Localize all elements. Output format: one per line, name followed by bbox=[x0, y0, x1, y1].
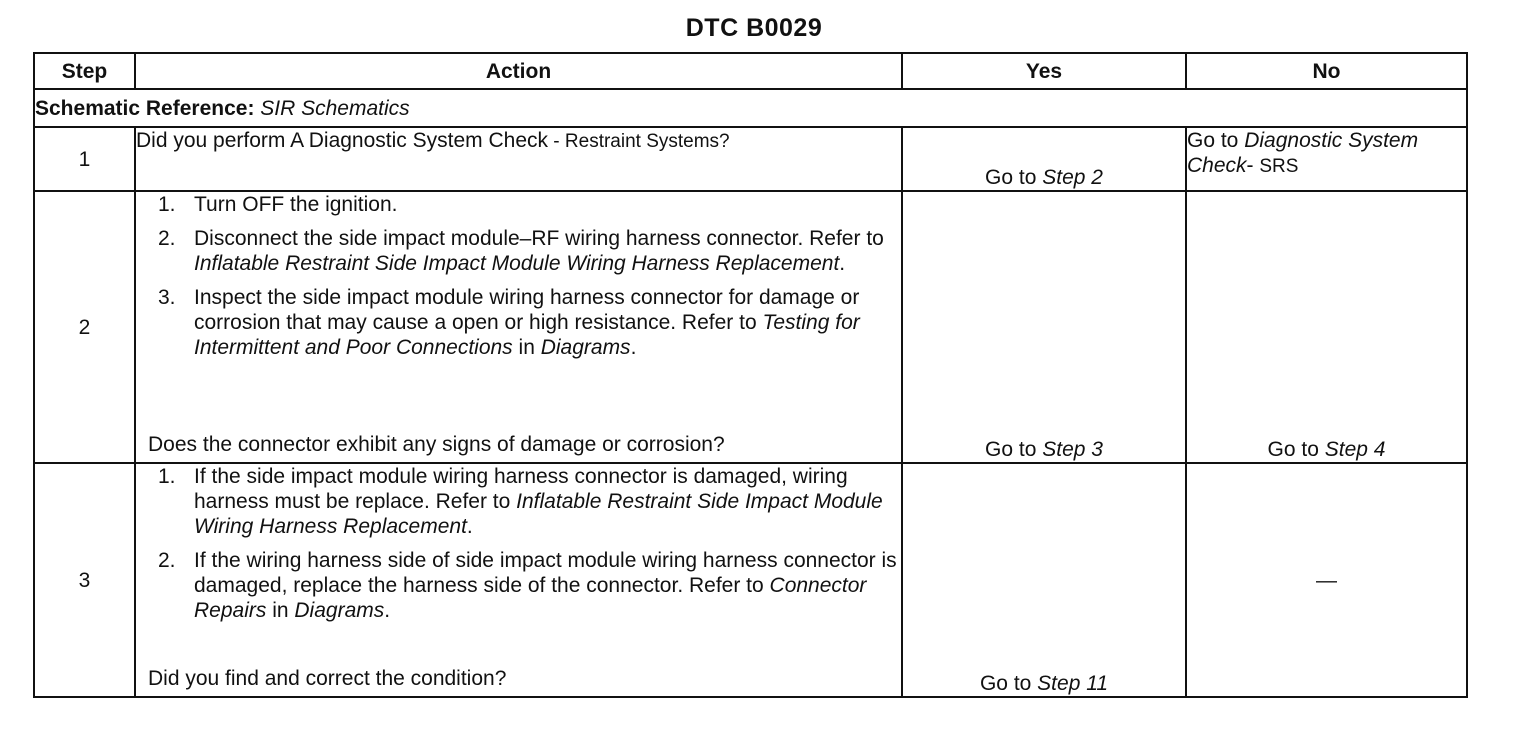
no-cell bbox=[1186, 191, 1467, 463]
schematic-reference bbox=[34, 89, 1467, 127]
list-text-end: . bbox=[630, 336, 637, 359]
reference-link: Inflatable Restraint Side Impact Module Wiring Harness Replacement bbox=[194, 252, 840, 275]
yes-prefix: Go to bbox=[985, 166, 1043, 189]
schematic-reference-label: Schematic Reference: bbox=[35, 96, 255, 120]
action-question: Does the connector exhibit any signs of damage or corrosion? bbox=[148, 433, 725, 456]
action-question: Did you perform A Diagnostic System Check bbox=[136, 129, 549, 152]
no-cell bbox=[1186, 127, 1467, 191]
list-item bbox=[136, 226, 901, 276]
yes-prefix: Go to bbox=[979, 672, 1038, 695]
no-prefix: Go to bbox=[1187, 129, 1245, 152]
header-action: Action bbox=[135, 53, 902, 89]
action-cell bbox=[135, 463, 902, 697]
header-yes: Yes bbox=[902, 53, 1186, 89]
list-text: If the wiring harness side of side impact module wiring harness connector is damaged, replace the harness side of the connector. Refer to bbox=[194, 549, 897, 597]
no-dash: - bbox=[1246, 154, 1260, 177]
list-number: 2. bbox=[158, 227, 176, 250]
list-number: 1. bbox=[158, 465, 176, 488]
yes-prefix: Go to bbox=[985, 438, 1043, 461]
list-number: 2. bbox=[158, 549, 176, 572]
list-text: Disconnect the side impact module–RF wiring harness connector. Refer to bbox=[194, 227, 884, 250]
list-text-end: . bbox=[466, 515, 473, 538]
question-tail: Restraint Systems? bbox=[564, 131, 730, 152]
diagnostic-table bbox=[33, 52, 1468, 698]
list-text-end: . bbox=[839, 252, 846, 275]
list-text-mid: in bbox=[266, 599, 295, 622]
yes-step-link: Step 3 bbox=[1042, 438, 1103, 461]
list-text-end: . bbox=[384, 599, 391, 622]
header-row bbox=[34, 53, 1467, 89]
list-text: Turn OFF the ignition. bbox=[194, 193, 398, 216]
list-text: Inspect the side impact module wiring harness connector for damage or corrosion that may cause a open or high resistance. Refer to bbox=[194, 286, 860, 334]
schematic-reference-row bbox=[34, 89, 1467, 127]
table-row bbox=[34, 191, 1467, 463]
list-item bbox=[136, 464, 901, 539]
reference-link: Testing for Intermittent and Poor Connections bbox=[194, 311, 860, 359]
question-dash: - bbox=[548, 131, 565, 152]
reference-link: Diagrams bbox=[540, 336, 631, 359]
header-no: No bbox=[1186, 53, 1467, 89]
action-cell bbox=[135, 127, 902, 191]
reference-link: Connector Repairs bbox=[194, 574, 867, 622]
list-text: If the side impact module wiring harness connector is damaged, wiring harness must be replace. Refer to bbox=[194, 465, 848, 513]
schematic-reference-link: SIR Schematics bbox=[260, 96, 410, 120]
list-number: 3. bbox=[158, 286, 176, 309]
action-question: Did you find and correct the condition? bbox=[148, 667, 507, 690]
yes-cell bbox=[902, 463, 1186, 697]
page-title: DTC B0029 bbox=[685, 14, 823, 42]
no-tail: SRS bbox=[1259, 156, 1299, 177]
table-row bbox=[34, 127, 1467, 191]
list-item bbox=[136, 548, 901, 623]
yes-cell bbox=[902, 191, 1186, 463]
reference-link: Diagrams bbox=[294, 599, 385, 622]
list-item bbox=[136, 285, 901, 360]
list-text-mid: in bbox=[512, 336, 541, 359]
no-prefix: Go to bbox=[1267, 438, 1325, 461]
list-number: 1. bbox=[158, 193, 176, 216]
reference-link: Inflatable Restraint Side Impact Module Wiring Harness Replacement bbox=[194, 490, 883, 538]
yes-step-link: Step 2 bbox=[1042, 166, 1103, 189]
table-row bbox=[34, 463, 1467, 697]
no-step-link: Diagnostic System Check bbox=[1187, 129, 1419, 177]
header-step: Step bbox=[34, 53, 135, 89]
yes-step-link: Step 11 bbox=[1037, 672, 1109, 695]
step-number: 1 bbox=[34, 127, 135, 191]
step-number: 3 bbox=[34, 463, 135, 697]
no-cell: — bbox=[1186, 463, 1467, 697]
action-cell bbox=[135, 191, 902, 463]
list-item bbox=[136, 192, 901, 217]
step-number: 2 bbox=[34, 191, 135, 463]
no-step-link: Step 4 bbox=[1324, 438, 1386, 461]
yes-cell bbox=[902, 127, 1186, 191]
